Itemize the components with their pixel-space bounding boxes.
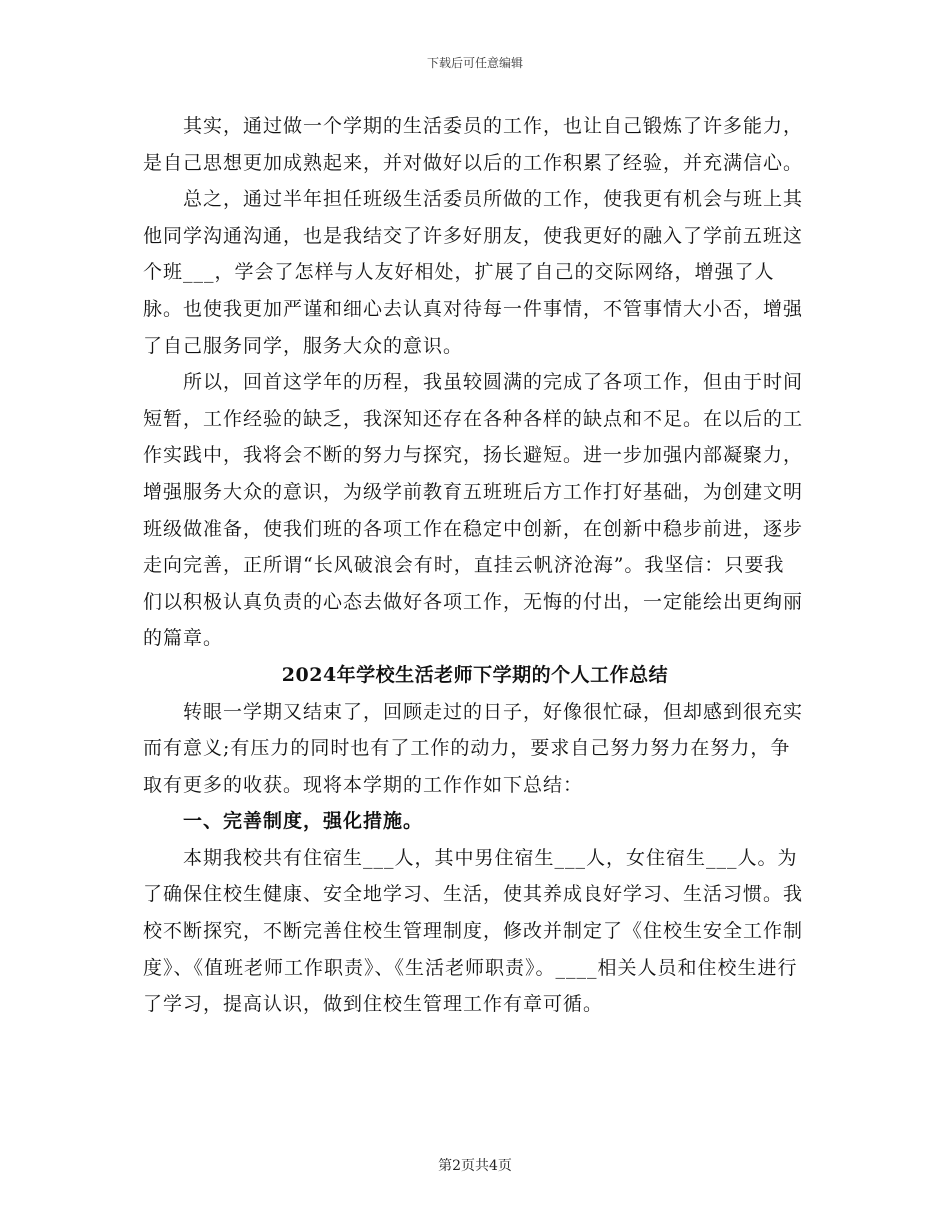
paragraph-section-1: 本期我校共有住宿生___人，其中男住宿生___人，女住宿生___人。为了确保住校生健康、安全地学习、生活，使其养成良好学习、生活习惯。我校不断探究，不断完善住校生管理制度，修改并制定了《住校生安全工作制度》、《值班老师工作职责》、《生活老师职责》。____相关人员和住校生进行了学习，提高认识，做到住校生管理工作有章可循。 bbox=[143, 846, 804, 1016]
paragraph-intro: 转眼一学期又结束了，回顾走过的日子，好像很忙碌，但却感到很充实而有意义;有压力的同时也有了工作的动力，要求自己努力努力在努力，争取有更多的收获。现将本学期的工作作如下总结： bbox=[143, 700, 804, 796]
paragraph-review: 所以，回首这学年的历程，我虽较圆满的完成了各项工作，但由于时间短暂，工作经验的缺乏，我深知还存在各种各样的缺点和不足。在以后的工作实践中，我将会不断的努力与探究，扬长避短。进一步加强内部凝聚力，增强服务大众的意识，为级学前教育五班班后方工作打好基础，为创建文明班级做准备，使我们班的各项工作在稳定中创新，在创新中稳步前进，逐步走向完善，正所谓“长风破浪会有时，直挂云帆济沧海”。我坚信：只要我们以积极认真负责的心态去做好各项工作，无悔的付出，一定能绘出更绚丽的篇章。 bbox=[143, 371, 804, 650]
document-body bbox=[143, 108, 803, 1023]
document-title: 2024年学校生活老师下学期的个人工作总结 bbox=[281, 663, 669, 686]
paragraph-experience: 其实，通过做一个学期的生活委员的工作，也让自己锻炼了许多能力，是自己思想更加成熟起来，并对做好以后的工作积累了经验，并充满信心。 bbox=[143, 115, 804, 174]
section-heading-1: 一、完善制度，强化措施。 bbox=[183, 810, 424, 833]
page-header: 下载后可任意编辑 bbox=[426, 56, 523, 70]
paragraph-summary: 总之，通过半年担任班级生活委员所做的工作，使我更有机会与班上其他同学沟通沟通，也是我结交了许多好朋友，使我更好的融入了学前五班这个班___，学会了怎样与人友好相处，扩展了自己的交际网络，增强了人脉。也使我更加严谨和细心去认真对待每一件事情，不管事情大小否，增强了自己服务同学，服务大众的意识。 bbox=[143, 188, 804, 357]
page-footer: 第2页共4页 bbox=[438, 1158, 512, 1174]
